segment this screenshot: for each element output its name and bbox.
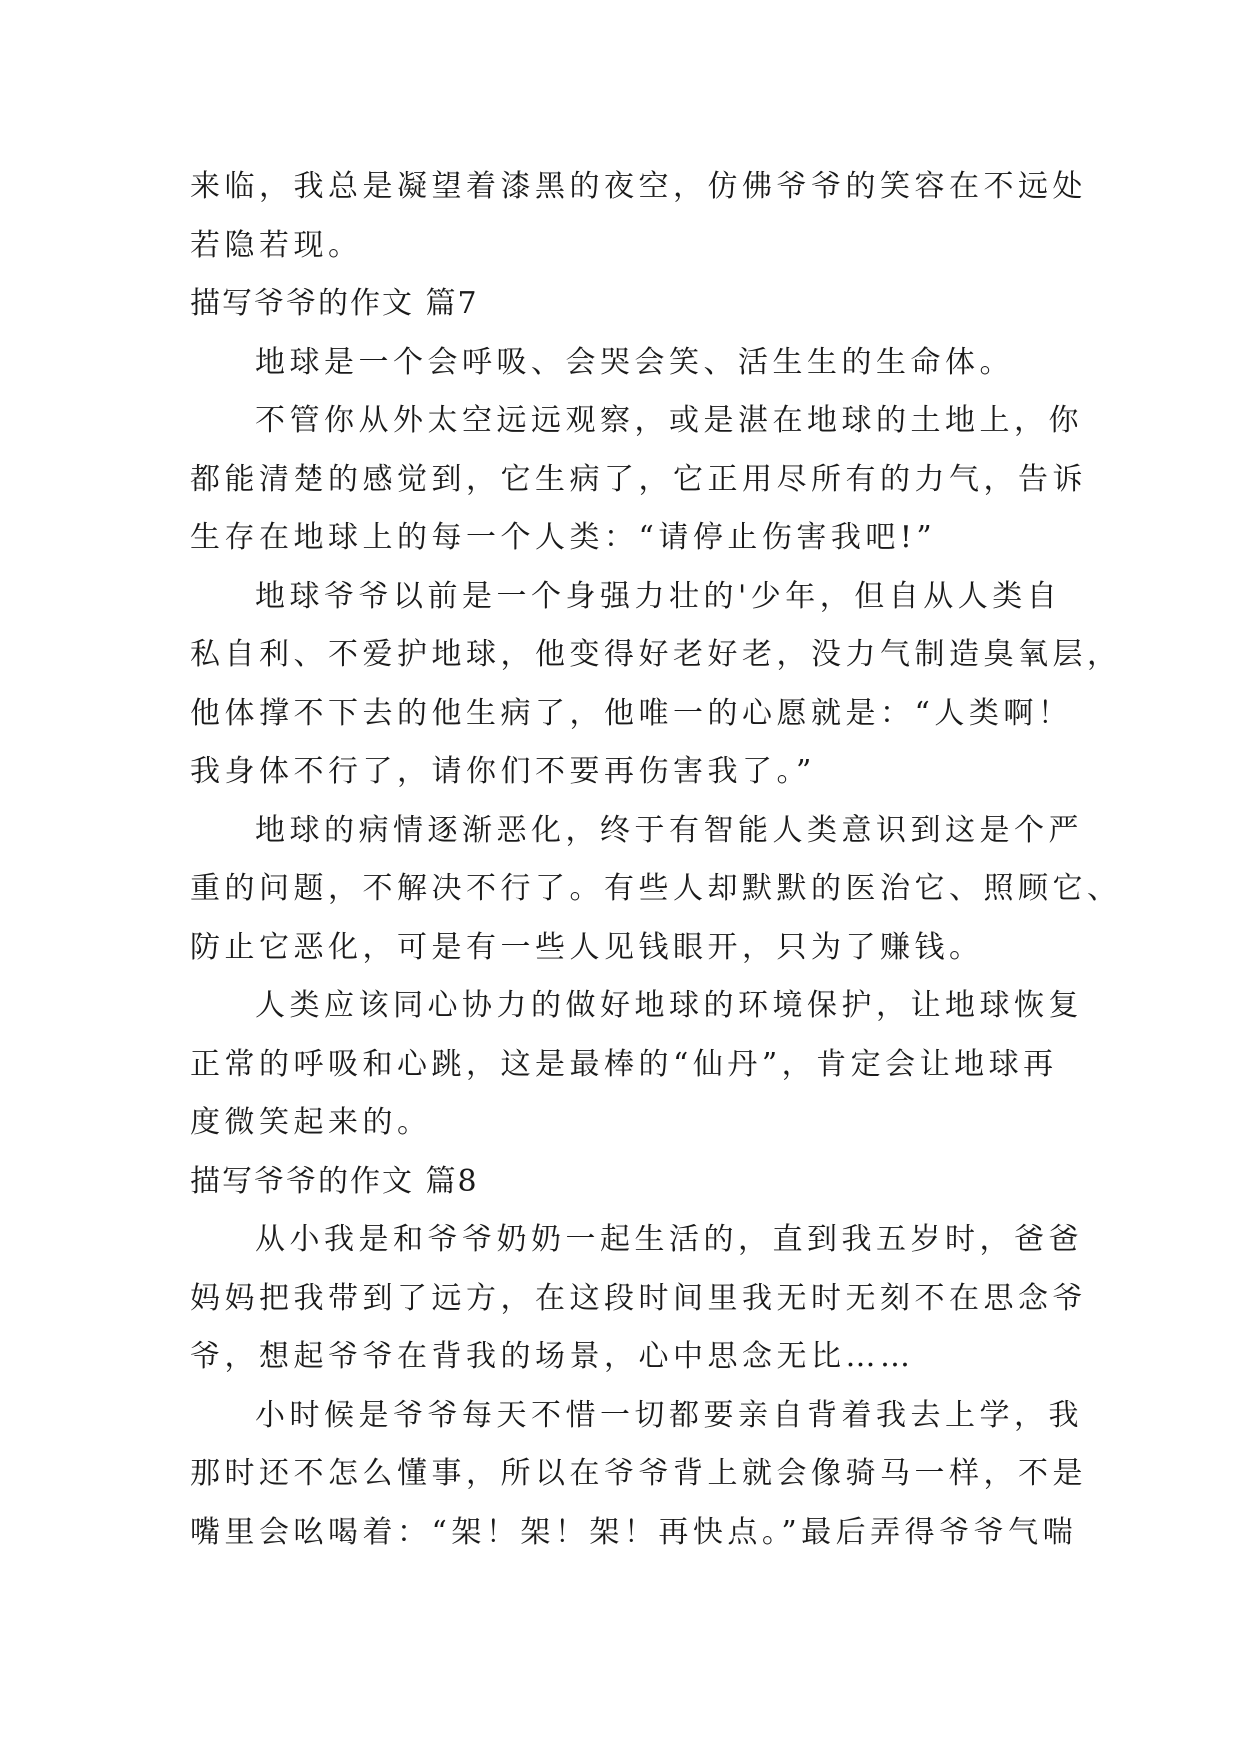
section-heading-8: 描写爷爷的作文 篇8 <box>190 1163 479 1199</box>
paragraph-start: 地球爷爷以前是一个身强力壮的'少年，但自从人类自 <box>255 578 1062 614</box>
text-line: 那时还不怎么懂事，所以在爷爷背上就会像骑马一样，不是 <box>190 1456 1087 1491</box>
text-line: 都能清楚的感觉到，它生病了，它正用尽所有的力气，告诉 <box>190 461 1087 497</box>
text-line: 爷，想起爷爷在背我的场景，心中思念无比…… <box>190 1339 915 1374</box>
text-line: 若隐若现。 <box>190 227 363 263</box>
document-body <box>190 158 1122 1562</box>
text-line: 来临，我总是凝望着漆黑的夜空，仿佛爷爷的笑容在不远处 <box>190 169 1087 204</box>
text-line: 我身体不行了，请你们不要再伤害我了。” <box>190 754 816 789</box>
text-line: 他体撑不下去的他生病了，他唯一的心愿就是：“人类啊！ <box>190 695 1073 731</box>
text-line: 生存在地球上的每一个人类：“请停止伤害我吧!” <box>190 520 937 555</box>
text-line: 妈妈把我带到了远方，在这段时间里我无时无刻不在思念爷 <box>190 1280 1087 1316</box>
text-line: 嘴里会吆喝着：“架！架！架！再快点。”最后弄得爷爷气喘 <box>190 1514 1078 1550</box>
paragraph-start: 地球的病情逐渐恶化，终于有智能人类意识到这是个严 <box>255 812 1083 848</box>
paragraph-start: 地球是一个会呼吸、会哭会笑、活生生的生命体。 <box>255 344 1014 380</box>
paragraph-start: 小时候是爷爷每天不惜一切都要亲自背着我去上学，我 <box>255 1397 1083 1433</box>
text-line: 度微笑起来的。 <box>190 1105 432 1140</box>
paragraph-start: 人类应该同心协力的做好地球的环境保护，让地球恢复 <box>255 988 1083 1023</box>
paragraph-start: 不管你从外太空远远观察，或是湛在地球的土地上，你 <box>255 403 1083 438</box>
text-line: 正常的呼吸和心跳，这是最棒的“仙丹”，肯定会让地球再 <box>190 1046 1058 1082</box>
text-line: 私自利、不爱护地球，他变得好老好老，没力气制造臭氧层， <box>190 637 1122 672</box>
text-line: 重的问题，不解决不行了。有些人却默默的医治它、照顾它、 <box>190 871 1122 906</box>
paragraph-start: 从小我是和爷爷奶奶一起生活的，直到我五岁时，爸爸 <box>255 1222 1083 1257</box>
section-heading-7: 描写爷爷的作文 篇7 <box>190 286 479 321</box>
text-line: 防止它恶化，可是有一些人见钱眼开，只为了赚钱。 <box>190 929 984 965</box>
